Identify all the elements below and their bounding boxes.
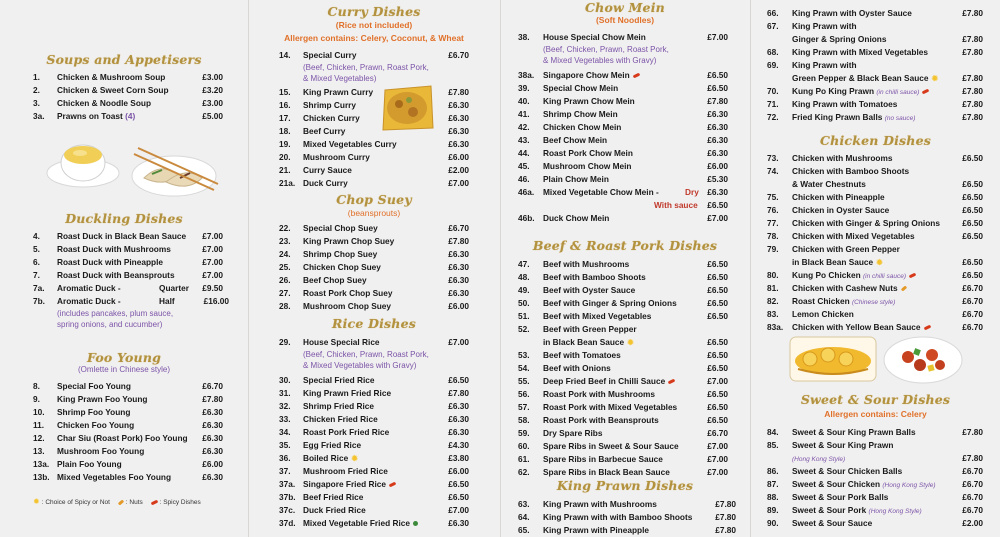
section-title-chopsuey: Chop Suey — [336, 192, 412, 207]
menu-item: 29. House Special Rice £7.00 — [279, 337, 469, 347]
menu-item: 85. Sweet & Sour King Prawn — [767, 440, 894, 450]
menu-item: 1. Chicken & Mushroom Soup £3.00 — [33, 72, 223, 82]
menu-item: 5. Roast Duck with Mushrooms £7.00 — [33, 244, 223, 254]
menu-item: 78. Chicken with Mixed Vegetables £6.50 — [767, 231, 983, 241]
menu-item: 12. Char Siu (Roast Pork) Foo Young £6.30 — [33, 433, 223, 443]
menu-item: 69. King Prawn with — [767, 60, 857, 70]
menu-item: 37. Mushroom Fried Rice £6.00 — [279, 466, 469, 476]
menu-item: 2. Chicken & Sweet Corn Soup £3.20 — [33, 85, 223, 95]
sweetsour-allergen: Allergen contains: Celery — [824, 409, 927, 419]
menu-item: 56. Roast Pork with Mushrooms £6.50 — [518, 389, 728, 399]
sweet-sour-photo — [882, 335, 964, 385]
menu-item: 38a. Singapore Chow Mein £6.50 — [518, 70, 728, 80]
menu-item: 38. House Special Chow Mein £7.00 — [518, 32, 728, 42]
menu-item: 79. Chicken with Green Pepper — [767, 244, 900, 254]
menu-item: 19. Mixed Vegetables Curry £6.30 — [279, 139, 469, 149]
curry-allergen: Allergen contains: Celery, Coconut, & Wheat — [284, 33, 464, 43]
chowmein-desc: (Beef, Chicken, Prawn, Roast Pork, — [543, 45, 669, 54]
menu-item: 4. Roast Duck in Black Bean Sauce £7.00 — [33, 231, 223, 241]
menu-item: 8. Special Foo Young £6.70 — [33, 381, 223, 391]
menu-item: 17. Chicken Curry £6.30 — [279, 113, 469, 123]
menu-item: 6. Roast Duck with Pineapple £7.00 — [33, 257, 223, 267]
menu-item: 53. Beef with Tomatoes £6.50 — [518, 350, 728, 360]
star-icon: ✹ — [351, 454, 358, 463]
menu-item: 10. Shrimp Foo Young £6.30 — [33, 407, 223, 417]
menu-item: 11. Chicken Foo Young £6.30 — [33, 420, 223, 430]
chili-icon — [150, 499, 158, 505]
menu-item: 7. Roast Duck with Beansprouts £7.00 — [33, 270, 223, 280]
menu-item: 65. King Prawn with Pineapple £7.80 — [518, 525, 736, 535]
curry-subtitle: (Rice not included) — [335, 20, 413, 30]
menu-item: 35. Egg Fried Rice £4.30 — [279, 440, 469, 450]
menu-item: 71. King Prawn with Tomatoes £7.80 — [767, 99, 983, 109]
fooyoung-subtitle: (Omlette in Chinese style) — [77, 365, 171, 374]
menu-item: 62. Spare Ribs in Black Bean Sauce £7.00 — [518, 467, 728, 477]
section-title-fooyoung: Foo Young — [86, 350, 162, 365]
menu-item: 7a. Aromatic Duck - Quarter £9.50 — [33, 283, 223, 293]
menu-item: 74. Chicken with Bamboo Shoots — [767, 166, 910, 176]
lemon-chicken-photo — [788, 335, 878, 383]
menu-item: & Water Chestnuts £6.50 — [792, 179, 983, 189]
menu-item: 49. Beef with Oyster Sauce £6.50 — [518, 285, 728, 295]
chowmein-desc: & Mixed Vegetables with Gravy) — [543, 56, 657, 65]
menu-item: 3a. Prawns on Toast (4) £5.00 — [33, 111, 223, 121]
menu-item: 20. Mushroom Curry £6.00 — [279, 152, 469, 162]
menu-item: 68. King Prawn with Mixed Vegetables £7.80 — [767, 47, 983, 57]
section-title-beefpork: Beef & Roast Pork Dishes — [532, 238, 718, 253]
menu-item: 46b. Duck Chow Mein £7.00 — [518, 213, 728, 223]
menu-item: 41. Shrimp Chow Mein £6.30 — [518, 109, 728, 119]
section-title-chicken: Chicken Dishes — [820, 133, 931, 148]
column-3 — [501, 0, 749, 537]
menu-item: 37c. Duck Fried Rice £7.00 — [279, 505, 469, 515]
menu-item: 88. Sweet & Sour Pork Balls £6.70 — [767, 492, 983, 502]
menu-item: 46a. Mixed Vegetable Chow Mein - Dry £6.30 — [518, 187, 728, 197]
menu-item: 90. Sweet & Sour Sauce £2.00 — [767, 518, 983, 528]
menu-item: 58. Roast Pork with Beansprouts £6.50 — [518, 415, 728, 425]
rice-desc: & Mixed Vegetables with Gravy) — [303, 361, 417, 370]
section-title-kingprawn: King Prawn Dishes — [556, 478, 694, 493]
menu-item: 21a. Duck Curry £7.00 — [279, 178, 469, 188]
menu-item: (Hong Kong Style) £7.80 — [792, 453, 983, 463]
menu-item: 33. Chicken Fried Rice £6.30 — [279, 414, 469, 424]
menu-item: 70. Kung Po King Prawn (in chilli sauce) £7.80 — [767, 86, 983, 96]
chowmein-subtitle: (Soft Noodles) — [595, 15, 655, 25]
menu-item: 46. Plain Chow Mein £5.30 — [518, 174, 728, 184]
menu-item: 31. King Prawn Fried Rice £7.80 — [279, 388, 469, 398]
menu-item: Green Pepper & Black Bean Sauce ✹ £7.80 — [792, 73, 983, 83]
menu-item: 13. Mushroom Foo Young £6.30 — [33, 446, 223, 456]
menu-item: 40. King Prawn Chow Mein £7.80 — [518, 96, 728, 106]
menu-item: 43. Beef Chow Mein £6.30 — [518, 135, 728, 145]
menu-item: 66. King Prawn with Oyster Sauce £7.80 — [767, 8, 983, 18]
nut-icon — [900, 286, 907, 292]
rice-desc: (Beef, Chicken, Prawn, Roast Pork, — [303, 350, 429, 359]
star-icon: ✹ — [876, 258, 883, 267]
menu-item: 51. Beef with Mixed Vegetables £6.50 — [518, 311, 728, 321]
menu-item: 16. Shrimp Curry £6.30 — [279, 100, 469, 110]
menu-item: 55. Deep Fried Beef in Chilli Sauce £7.00 — [518, 376, 728, 386]
broccoli-icon — [413, 521, 418, 526]
menu-item: 63. King Prawn with Mushrooms £7.80 — [518, 499, 736, 509]
menu-item: 34. Roast Pork Fried Rice £6.30 — [279, 427, 469, 437]
menu-item: 22. Special Chop Suey £6.70 — [279, 223, 469, 233]
curry-desc: & Mixed Vegetables) — [303, 74, 377, 83]
chopsuey-subtitle: (beansprouts) — [347, 208, 401, 218]
section-title-sweetsour: Sweet & Sour Dishes — [800, 392, 951, 407]
duck-note: (includes pancakes, plum sauce, — [57, 309, 174, 318]
menu-item: 3. Chicken & Noodle Soup £3.00 — [33, 98, 223, 108]
chili-icon — [668, 379, 676, 385]
menu-item: 28. Mushroom Chop Suey £6.00 — [279, 301, 469, 311]
menu-item: 87. Sweet & Sour Chicken (Hong Kong Style) £6.70 — [767, 479, 983, 489]
chili-icon — [632, 73, 640, 79]
menu-item: 15. King Prawn Curry £7.80 — [279, 87, 469, 97]
curry-desc: (Beef, Chicken, Prawn, Roast Pork, — [303, 63, 429, 72]
menu-item: 13b. Mixed Vegetables Foo Young £6.30 — [33, 472, 223, 482]
menu-item: 50. Beef with Ginger & Spring Onions £6.50 — [518, 298, 728, 308]
menu-item: 59. Dry Spare Ribs £6.70 — [518, 428, 728, 438]
section-title-rice: Rice Dishes — [332, 316, 416, 331]
menu-item: 18. Beef Curry £6.30 — [279, 126, 469, 136]
menu-item: 67. King Prawn with — [767, 21, 857, 31]
section-title-curry: Curry Dishes — [327, 4, 421, 19]
menu-item: 82. Roast Chicken (Chinese style) £6.70 — [767, 296, 983, 306]
menu-item: 25. Chicken Chop Suey £6.30 — [279, 262, 469, 272]
column-2 — [249, 0, 499, 537]
menu-item: 89. Sweet & Sour Pork (Hong Kong Style) £6.70 — [767, 505, 983, 515]
menu-item: 80. Kung Po Chicken (in chilli sauce) £6.50 — [767, 270, 983, 280]
menu-item: 13a. Plain Foo Young £6.00 — [33, 459, 223, 469]
menu-item: 72. Fried King Prawn Balls (no sauce) £7.80 — [767, 112, 983, 122]
menu-item: in Black Bean Sauce ✹ £6.50 — [792, 257, 983, 267]
menu-item: 32. Shrimp Fried Rice £6.30 — [279, 401, 469, 411]
menu-item: 45. Mushroom Chow Mein £6.00 — [518, 161, 728, 171]
menu-item: 81. Chicken with Cashew Nuts £6.70 — [767, 283, 983, 293]
menu-item: 26. Beef Chop Suey £6.30 — [279, 275, 469, 285]
menu-item: Ginger & Spring Onions £7.80 — [792, 34, 983, 44]
menu-item: 75. Chicken with Pineapple £6.50 — [767, 192, 983, 202]
menu-item: 27. Roast Pork Chop Suey £6.30 — [279, 288, 469, 298]
menu-item: 64. King Prawn with with Bamboo Shoots £7.80 — [518, 512, 736, 522]
menu-item: 47. Beef with Mushrooms £6.50 — [518, 259, 728, 269]
menu-item: 77. Chicken with Ginger & Spring Onions £6.50 — [767, 218, 983, 228]
menu-item-variant: With sauce £6.50 — [654, 200, 728, 210]
chili-icon — [923, 325, 931, 331]
curry-photo — [379, 78, 437, 138]
menu-item: 44. Roast Pork Chow Mein £6.30 — [518, 148, 728, 158]
menu-item: 14. Special Curry £6.70 — [279, 50, 469, 60]
menu-item: 48. Beef with Bamboo Shoots £6.50 — [518, 272, 728, 282]
duck-note: spring onions, and cucumber) — [57, 320, 163, 329]
menu-item: 57. Roast Pork with Mixed Vegetables £6.50 — [518, 402, 728, 412]
menu-item: 37a. Singapore Fried Rice £6.50 — [279, 479, 469, 489]
star-icon: ✹ — [931, 74, 939, 83]
menu-item: 23. King Prawn Chop Suey £7.80 — [279, 236, 469, 246]
soup-bowl-photo — [45, 135, 123, 190]
chili-icon — [909, 273, 917, 279]
star-icon: ✹ — [33, 497, 40, 506]
menu-item: 54. Beef with Onions £6.50 — [518, 363, 728, 373]
menu-item: 37d. Mixed Vegetable Fried Rice £6.30 — [279, 518, 469, 528]
menu-item: 9. King Prawn Foo Young £7.80 — [33, 394, 223, 404]
menu-item: 83. Lemon Chicken £6.70 — [767, 309, 983, 319]
menu-item: 21. Curry Sauce £2.00 — [279, 165, 469, 175]
menu-item: in Black Bean Sauce ✹ £6.50 — [543, 337, 728, 347]
menu-item: 60. Spare Ribs in Sweet & Sour Sauce £7.00 — [518, 441, 728, 451]
menu-item: 7b. Aromatic Duck - Half £16.00 — [33, 296, 229, 306]
section-title-duckling: Duckling Dishes — [65, 211, 183, 226]
menu-item: 61. Spare Ribs in Barbecue Sauce £7.00 — [518, 454, 728, 464]
menu-item: 52. Beef with Green Pepper — [518, 324, 637, 334]
menu-item: 36. Boiled Rice ✹ £3.80 — [279, 453, 469, 463]
menu-item: 84. Sweet & Sour King Prawn Balls £7.80 — [767, 427, 983, 437]
menu-item: 24. Shrimp Chop Suey £6.30 — [279, 249, 469, 259]
menu-item: 39. Special Chow Mein £6.50 — [518, 83, 728, 93]
section-title-soups: Soups and Appetisers — [46, 52, 202, 67]
column-4 — [751, 0, 1000, 537]
icon-legend: ✹ : Choice of Spicy or Not : Nuts : Spicy Dishes — [33, 497, 201, 506]
menu-item: 83a. Chicken with Yellow Bean Sauce £6.70 — [767, 322, 983, 332]
menu-item: 30. Special Fried Rice £6.50 — [279, 375, 469, 385]
menu-item: 73. Chicken with Mushrooms £6.50 — [767, 153, 983, 163]
nut-icon — [118, 499, 125, 505]
duck-wraps-photo — [130, 140, 222, 200]
chili-icon — [922, 89, 930, 95]
menu-item: 76. Chicken in Oyster Sauce £6.50 — [767, 205, 983, 215]
menu-item: 37b. Beef Fried Rice £6.50 — [279, 492, 469, 502]
column-1 — [0, 0, 248, 537]
menu-item: 86. Sweet & Sour Chicken Balls £6.70 — [767, 466, 983, 476]
chili-icon — [389, 482, 397, 488]
menu-item: 42. Chicken Chow Mein £6.30 — [518, 122, 728, 132]
section-title-chowmein: Chow Mein — [585, 0, 665, 15]
star-icon: ✹ — [627, 338, 634, 347]
